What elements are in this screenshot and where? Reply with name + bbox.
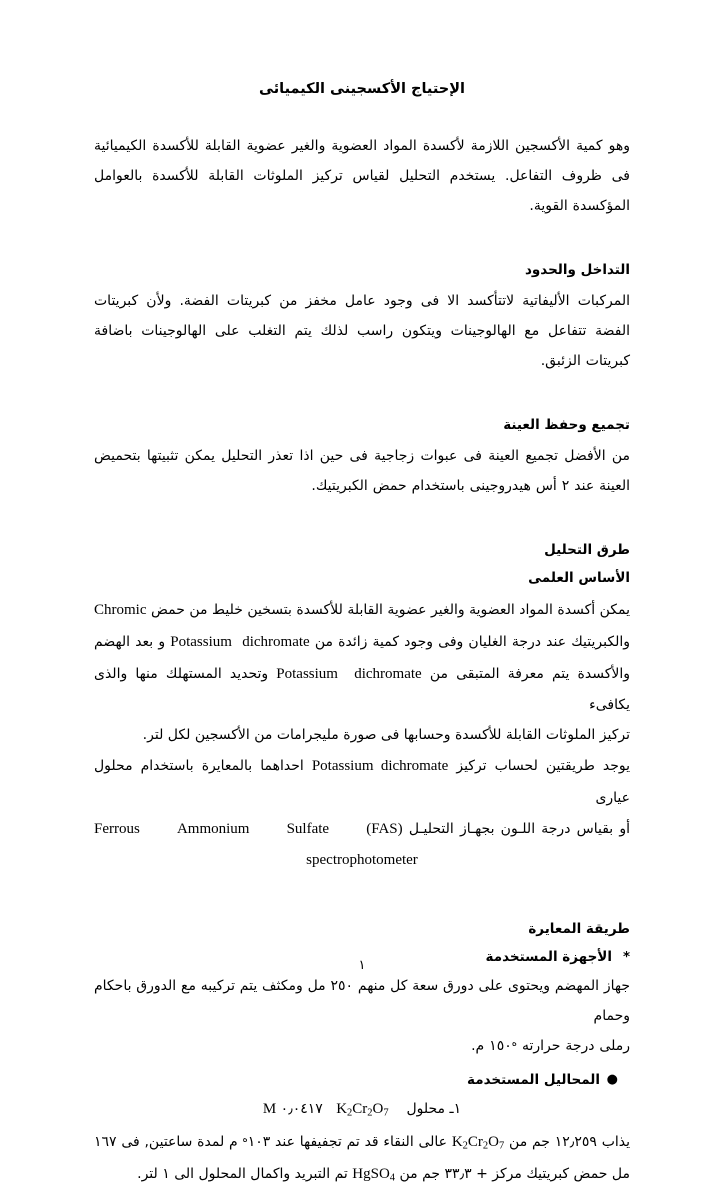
solution-item-1-number: ١ـ [449,1101,462,1118]
term-potassium-dichromate: Potassium dichromate [311,758,449,775]
section-heading-analysis-methods: طرق التحليل [544,542,630,559]
analysis-line-2-text-d: و بعد الهضم [94,633,166,650]
solution-body-text-a: يذاب ١٢٫٢٥٩ جم من [509,1133,631,1150]
term-potassium-2: Potassium [276,666,338,682]
page-content [94,78,630,1190]
analysis-line-6 [94,813,630,845]
asterisk-bullet-icon: * [622,949,630,966]
term-ammonium: Ammonium [176,820,250,837]
analysis-line-4: تركيز الملوثات القابلة للأكسدة وحسابها فى صورة مليجرامات من الأكسجين لكل لتر. [142,727,630,744]
term-chromic: Chromic [94,601,147,618]
spacer [94,382,630,399]
analysis-line-2 [94,626,630,658]
degree-marker: ه [511,1038,517,1050]
analysis-line-3 [94,658,630,720]
analysis-line-2-text-a: والكبريتيك عند درجة الغليان وفى وجود كمية زائدة من [314,633,630,650]
formula-mercuric-sulfate: HgSO$_4$ [352,1166,396,1184]
solution-body-text-e: تم التبريد واكمال المحلول الى ١ لتر. [137,1166,348,1183]
term-fas-abbrev: (FAS) [366,820,403,837]
analysis-line-1-text: يمكن أكسدة المواد العضوية والغير عضوية القابلة للأكسدة بتسخين خليط من حمض [151,601,630,618]
analysis-line-7-spectrophotometer: spectrophotometer [306,852,418,869]
section-heading-interferences: التداخل والحدود [524,262,630,279]
analysis-line-3-text-a: والأكسدة يتم معرفة المتبقى من [429,666,631,682]
term-dichromate-2: dichromate [354,666,422,682]
analysis-line-5-text-a: يوجد طريقتين لحساب تركيز [456,758,631,775]
formula-potassium-dichromate-2: $K_2Cr_2O_7$ [451,1133,505,1152]
degree-marker-2: ه [242,1133,248,1145]
intro-paragraph: وهو كمية الأكسجين اللازمة لأكسدة المواد العضوية والغير عضوية القابلة للأكسدة الكيميائية فى ظروف التفاعل. يستخدم التحليل لقياس تركيز الملوثات القابلة للأكسدة بالعوامل المؤكسدة القوية. [94,138,630,215]
spacer [94,877,630,903]
solution-item-1-unit: M [262,1101,277,1118]
term-dichromate: dichromate [242,633,310,650]
term-potassium: Potassium [170,633,232,650]
solution-body-text-c: م لمدة ساعتين, فى ١٦٧ [94,1133,238,1150]
formula-potassium-dichromate: $K_2Cr_2O_7$ [336,1101,389,1119]
round-bullet-icon: ● [606,1072,618,1088]
solution-body-text-b: عالى النقاء قد تم تجفيفها عند ١٠٣ [247,1133,448,1150]
analysis-line-6-text-e: أو بقياس درجة اللـون بجهـاز التحليـل [408,820,631,837]
apparatus-line-1: جهاز المهضم ويحتوى على دورق سعة كل منهم ٢٥٠ مل ومكثف يتم تركيبه مع الدورق باحكام وحمام [94,978,630,1025]
solution-item-1-label: محلول [406,1101,446,1118]
analysis-line-3-text-d: وتحديد المستهلك منها والذى يكافىء [94,666,630,714]
analysis-line-5-text-c: احداهما بالمعايرة باستخدام محلول عيارى [94,758,630,806]
section-heading-calibration: طريقة المعايرة [528,920,630,937]
term-ferrous: Ferrous [94,820,140,837]
spacer [94,507,630,524]
solution-item-1 [94,1094,630,1126]
analysis-line-5 [94,750,630,812]
apparatus-line-2-text-a: رملى درجة حرارته [521,1038,630,1055]
analysis-line-1 [94,594,630,626]
bullet-apparatus-label: الأجهزة المستخدمة [485,949,612,966]
section-heading-scientific-basis: الأساس العلمى [528,569,630,586]
section-heading-sampling: تجميع وحفظ العينة [503,417,630,434]
apparatus-line-2 [94,1031,630,1061]
solution-item-1-concentration: ٠٫٠٤١٧ [280,1101,323,1118]
solution-body-text-d: مل حمض كبريتيك مركز + ٣٣٫٣ جم من [399,1166,630,1183]
apparatus-line-2-text-c: م. [471,1038,485,1055]
term-sulfate: Sulfate [286,820,330,837]
bullet-solutions-label: المحاليل المستخدمة [467,1072,600,1089]
solution-body-line-1 [94,1126,630,1158]
solution-body-line-2 [94,1158,630,1190]
page-number: ١ [358,958,366,973]
section-paragraph-interferences: المركبات الأليفاتية لاتتأكسد الا فى وجود عامل مخفز من كبريتات الفضة. ولأن كبريتات الفضة تتفاعل مع الهالوجينات ويتكون راسب لذلك يتم التغلب على الهالوجينات باضافة كبريتات الزئبق. [94,293,630,370]
apparatus-temp-value: ١٥٠ [489,1038,512,1055]
bullet-solutions [94,1067,630,1094]
spacer [94,227,630,244]
page-title: الإحتياج الأكسجينى الكيميائى [259,81,465,97]
section-paragraph-sampling: من الأفضل تجميع العينة فى عبوات زجاجية فى حين اذا تعذر التحليل يمكن تثبيتها بتحميض العينة عند ٢ أس هيدروجينى باستخدام حمض الكبريتيك. [94,448,630,495]
